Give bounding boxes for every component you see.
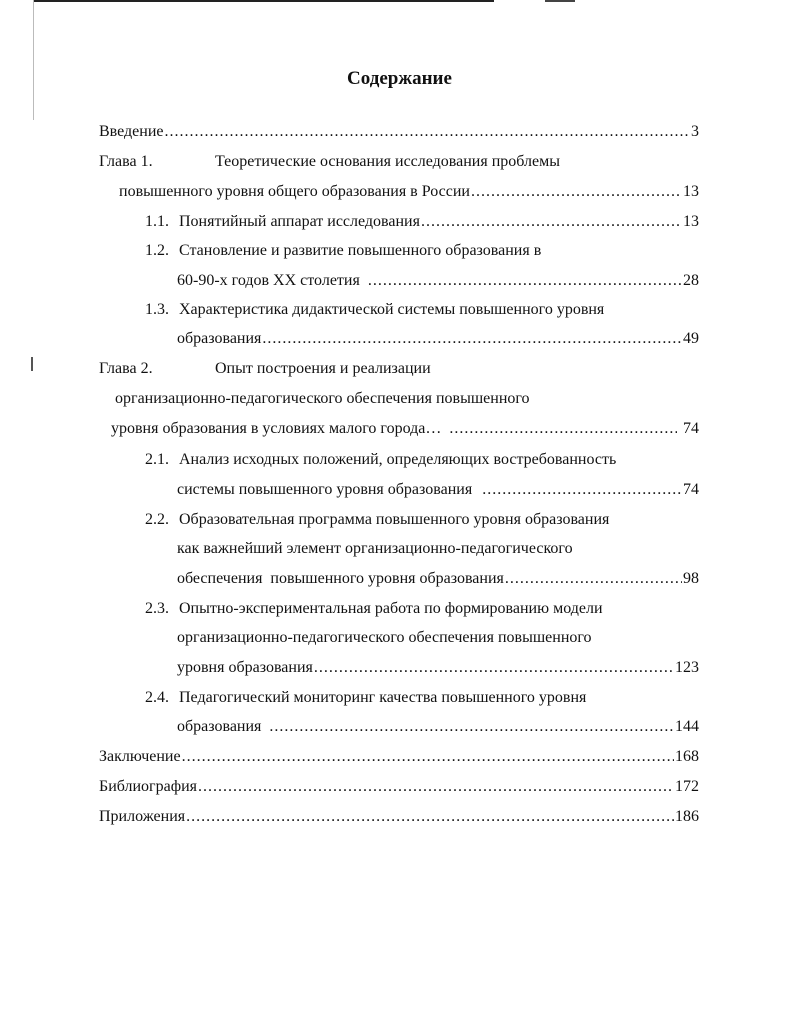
section-number: 2.2. [145,511,169,528]
leader-dots [182,746,674,768]
scan-edge-left [33,0,34,120]
chapter-title-cont: уровня образования в условиях малого города… [111,420,442,437]
toc-entry-2-3-cont[interactable] [177,627,699,649]
toc-entry-2-2[interactable] [145,509,699,531]
chapter-label: Глава 2. [99,360,153,377]
toc-entry-2-3-cont2[interactable] [177,657,699,679]
leader-dots [471,181,682,203]
toc-page: 13 [683,183,699,200]
toc-label-cont: обеспечения повышенного уровня образования [177,570,504,587]
toc-entry-1-2-cont[interactable] [177,270,699,292]
toc-page: 98 [683,570,699,587]
toc-label: Приложения [99,808,186,825]
toc-label: Становление и развитие повышенного образования в [179,242,542,259]
toc-entry-2-1[interactable] [145,449,699,471]
toc-entry-2-2-cont2[interactable] [177,568,699,590]
toc-page: 186 [675,808,699,825]
page-title: Содержание [347,68,452,89]
leader-dots [262,328,682,350]
toc-entry-chapter-2-cont2[interactable] [111,418,699,440]
toc-page: 172 [675,778,699,795]
leader-dots [198,776,674,798]
leader-dots [449,418,677,440]
toc-label-cont: образования [177,718,262,735]
toc-page: 123 [675,659,699,676]
toc-entry-2-1-cont[interactable] [177,479,699,501]
chapter-title-cont: повышенного уровня общего образования в России [119,183,470,200]
toc-label-cont: организационно-педагогического обеспечения повышенного [177,629,592,646]
toc-entry-chapter-1-cont[interactable] [119,181,699,203]
toc-entry-appendix[interactable] [99,806,699,828]
leader-dots [269,716,674,738]
toc-entry-chapter-2[interactable] [99,358,699,380]
scan-edge-top [34,0,494,2]
section-number: 1.3. [145,301,169,318]
toc-label-cont: системы повышенного уровня образования [177,481,473,498]
toc-entry-1-2[interactable] [145,240,699,262]
toc-label: Характеристика дидактической системы повышенного уровня [179,301,605,318]
toc-label: Понятийный аппарат исследования [179,213,420,230]
toc-label-cont: образования [177,330,262,347]
leader-dots [314,657,674,679]
leader-dots [186,806,674,828]
toc-page: 3 [691,123,699,140]
leader-dots [421,211,682,233]
toc-entry-2-3[interactable] [145,598,699,620]
toc-entry-2-4-cont[interactable] [177,716,699,738]
toc-page: 74 [683,420,699,437]
section-number: 2.3. [145,600,169,617]
toc-entry-1-3-cont[interactable] [177,328,699,350]
scan-mark [31,357,33,371]
toc-label: Анализ исходных положений, определяющих востребованность [179,451,617,468]
toc-label: Педагогический мониторинг качества повышенного уровня [179,689,587,706]
toc-entry-intro[interactable] [99,121,699,143]
leader-dots [165,121,691,143]
toc-entry-chapter-1[interactable] [99,151,699,173]
toc-label-cont: 60-90-х годов XX столетия [177,272,360,289]
chapter-title-cont: организационно-педагогического обеспечения повышенного [115,390,530,407]
toc-entry-2-4[interactable] [145,687,699,709]
toc-entry-bibliography[interactable] [99,776,699,798]
toc-entry-chapter-2-cont[interactable] [115,388,699,410]
toc-page: 13 [683,213,699,230]
section-number: 2.4. [145,689,169,706]
toc-label: Введение [99,123,164,140]
toc-page: 28 [683,272,699,289]
toc-entry-conclusion[interactable] [99,746,699,768]
chapter-label: Глава 1. [99,153,153,170]
scan-edge-top-fragment [545,0,575,2]
leader-dots [505,568,682,590]
toc-label-cont: как важнейший элемент организационно-педагогического [177,540,573,557]
toc-label: Библиография [99,778,197,795]
toc-entry-1-1[interactable] [145,211,699,233]
section-number: 1.1. [145,213,169,230]
toc-label: Заключение [99,748,181,765]
leader-dots [482,479,682,501]
chapter-title: Опыт построения и реализации [215,360,431,377]
toc-label: Образовательная программа повышенного уровня образования [179,511,610,528]
toc-label-cont: уровня образования [177,659,313,676]
toc-entry-2-2-cont[interactable] [177,538,699,560]
toc-entry-1-3[interactable] [145,299,699,321]
section-number: 1.2. [145,242,169,259]
toc-label: Опытно-экспериментальная работа по формированию модели [179,600,603,617]
chapter-title: Теоретические основания исследования проблемы [215,153,560,170]
section-number: 2.1. [145,451,169,468]
toc-page: 168 [675,748,699,765]
leader-dots [368,270,682,292]
toc-page: 144 [675,718,699,735]
toc-page: 74 [683,481,699,498]
toc-page: 49 [683,330,699,347]
